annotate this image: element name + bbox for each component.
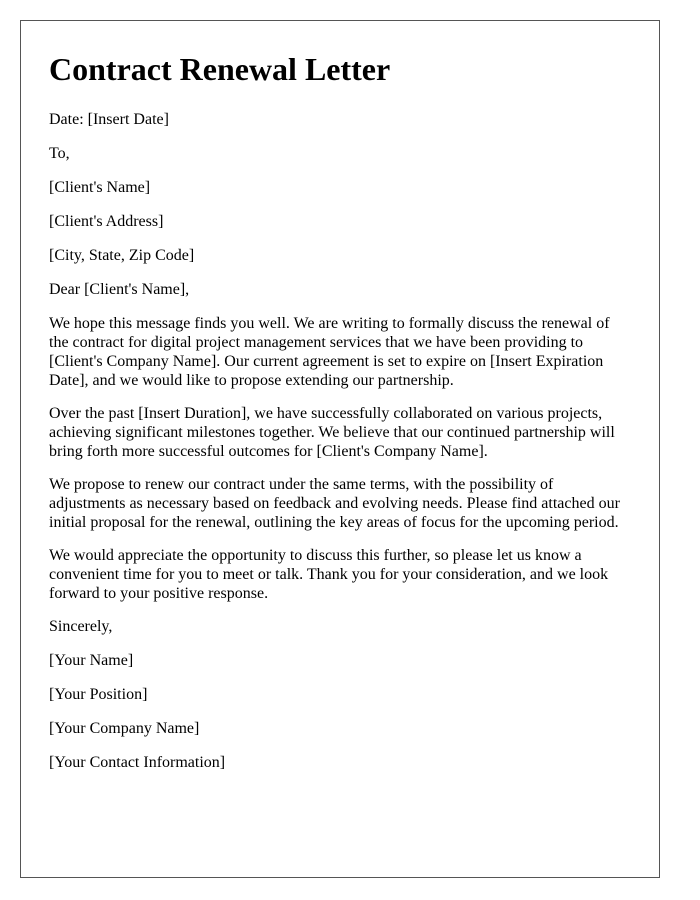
sender-position: [Your Position] — [49, 686, 148, 703]
body-paragraph-1: We hope this message finds you well. We are writing to formally discuss the renewal of the contract for digital project management services that we have been providing to [Client's Company Name]. Our current agreement is set to expire on [Insert Expiration Date], and we would like to propose extending our partnership. — [49, 315, 610, 389]
letter-page — [20, 20, 660, 878]
sender-name: [Your Name] — [49, 652, 134, 669]
body-paragraph-4: We would appreciate the opportunity to discuss this further, so please let us know a convenient time for you to meet or talk. Thank you for your consideration, and we look forward to your positive response. — [49, 547, 609, 602]
closing: Sincerely, — [49, 618, 113, 635]
client-city-state-zip: [City, State, Zip Code] — [49, 247, 195, 264]
client-name: [Client's Name] — [49, 179, 151, 196]
body-paragraph-3: We propose to renew our contract under the same terms, with the possibility of adjustments as necessary based on feedback and evolving needs. Please find attached our initial proposal for the renewal, outlining the key areas of focus for the upcoming period. — [49, 476, 620, 531]
sender-company: [Your Company Name] — [49, 720, 200, 737]
recipient-to: To, — [49, 145, 70, 162]
date-line: Date: [Insert Date] — [49, 111, 169, 128]
client-address: [Client's Address] — [49, 213, 164, 230]
letter-title: Contract Renewal Letter — [49, 51, 391, 87]
body-paragraph-2: Over the past [Insert Duration], we have successfully collaborated on various projects, achieving significant milestones together. We believe that our continued partnership will bring forth more successful outcomes for [Client's Company Name]. — [49, 405, 615, 460]
sender-contact: [Your Contact Information] — [49, 754, 226, 771]
salutation: Dear [Client's Name], — [49, 281, 190, 298]
